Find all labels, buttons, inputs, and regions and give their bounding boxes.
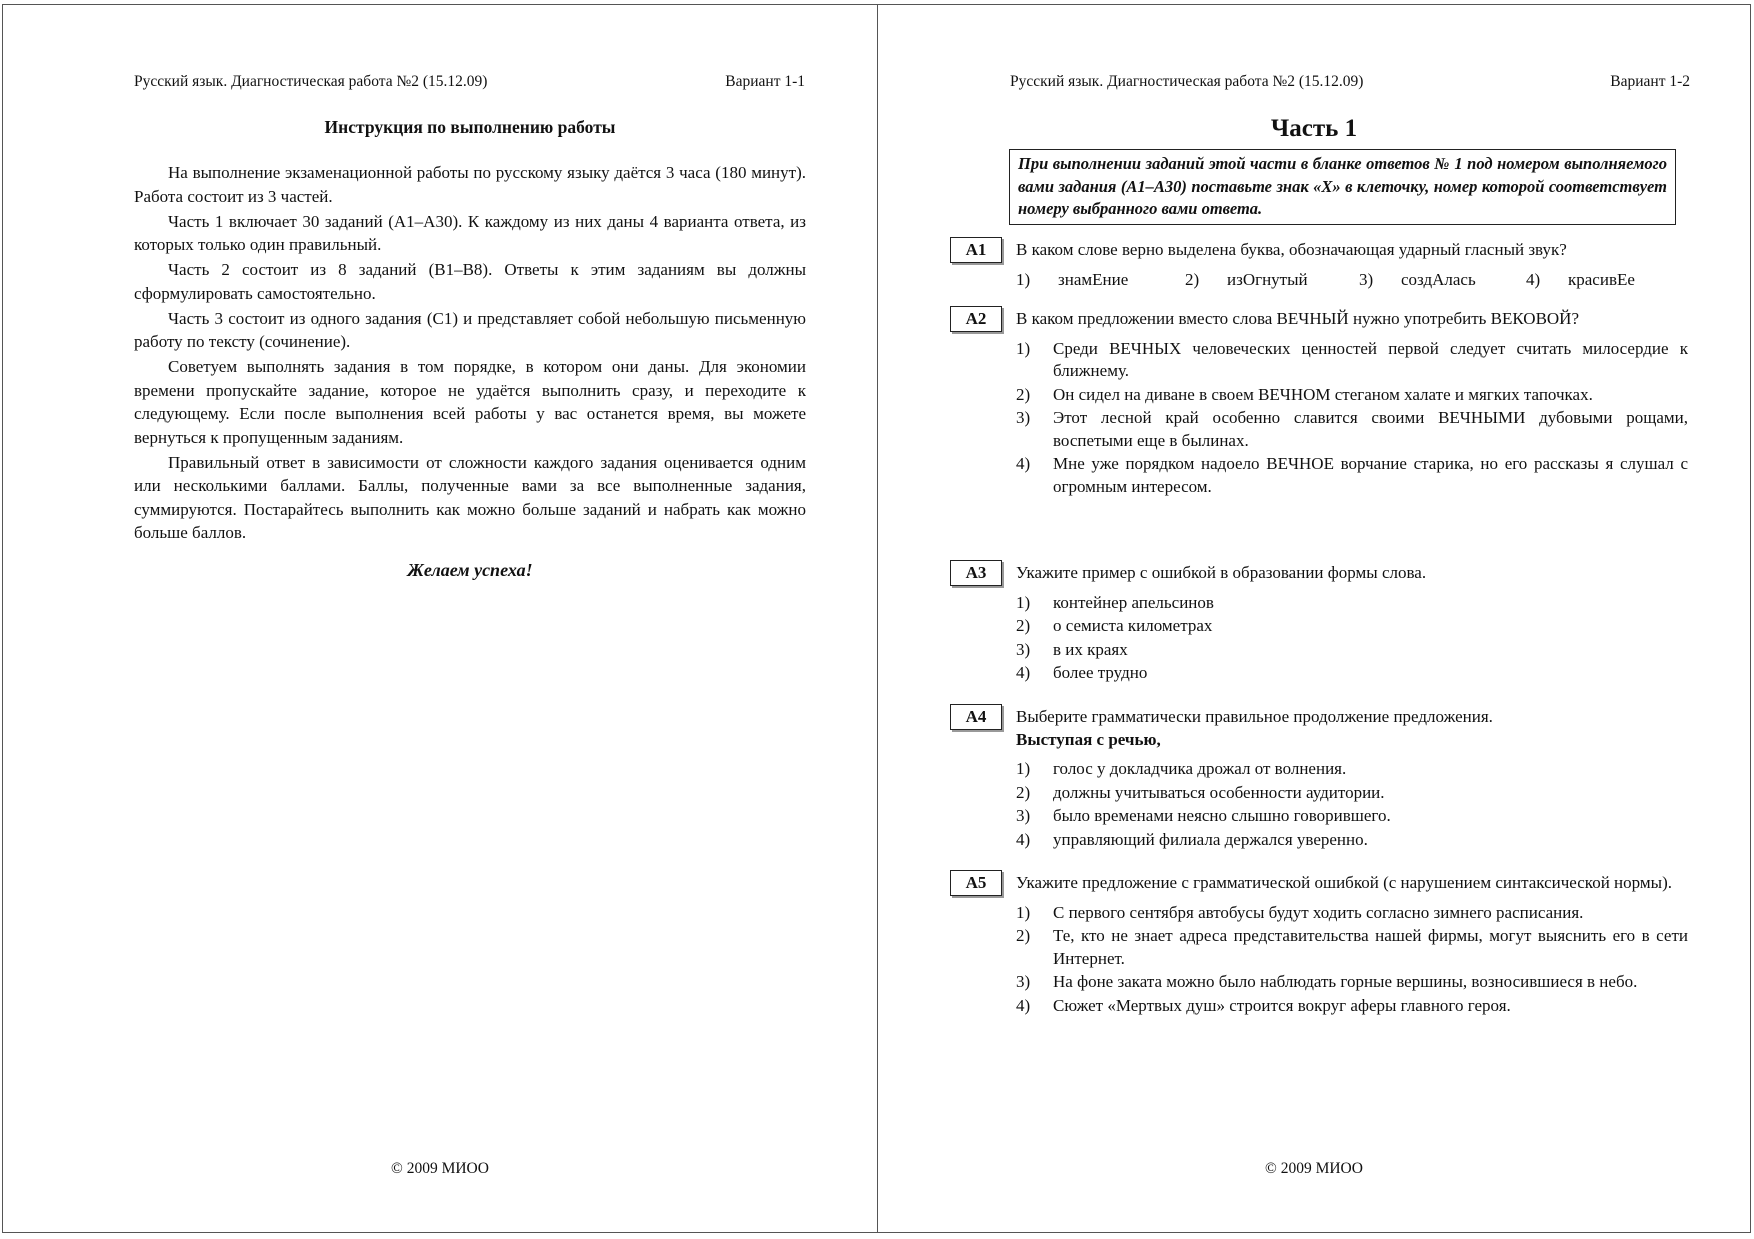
option-text: знамЕние: [1058, 269, 1129, 289]
answer-option: [1016, 662, 1688, 685]
task-a5: [950, 870, 1688, 1018]
option-text: На фоне заката можно было наблюдать горные вершины, возносившиеся в небо.: [1053, 972, 1638, 991]
task-label: A5: [950, 870, 1002, 896]
instruction-body: [134, 161, 806, 546]
option-text: должны учитываться особенности аудитории.: [1053, 782, 1385, 802]
answer-option: [1016, 592, 1688, 615]
task-a4: [950, 704, 1688, 852]
task-a3: [950, 560, 1688, 686]
part-instruction-box: При выполнении заданий этой части в бланке ответов № 1 под номером выполняемого вами задания (A1–A30) поставьте знак «X» в клеточку, номер которой соответствует номеру выбранного вами ответа.: [1009, 149, 1676, 225]
answer-option: [1185, 269, 1359, 292]
option-number: 2): [1016, 782, 1031, 802]
option-text: управляющий филиала держался уверенно.: [1053, 829, 1368, 849]
wish-text: Желаем успеха!: [407, 560, 533, 580]
header-variant: Вариант 1-2: [1610, 73, 1690, 90]
task-label: A3: [950, 560, 1002, 586]
answer-option: [1526, 269, 1635, 292]
option-text: о семиста километрах: [1053, 616, 1213, 635]
instruction-paragraph: Часть 3 состоит из одного задания (C1) и представляет собой небольшую письменную работу по тексту (сочинение).: [134, 308, 806, 351]
option-number: 1): [1016, 338, 1031, 358]
option-number: 4): [1526, 269, 1541, 289]
task-label: A4: [950, 704, 1002, 730]
part-title: Часть 1: [1270, 115, 1358, 142]
instruction-paragraph: Советуем выполнять задания в том порядке, в котором они даны. Для экономии времени пропускайте задание, которое не удаётся выполнить сразу, и переходите к следующему. Если после выполнения всей работы у вас останется время, вы можете вернуться к пропущенным заданиям.: [134, 357, 806, 447]
task-options: [1016, 758, 1688, 851]
task-a2: [950, 306, 1688, 499]
option-number: 3): [1016, 806, 1031, 825]
instruction-paragraph: Правильный ответ в зависимости от сложности каждого задания оценивается одним или несколькими баллами. Баллы, полученные вами за все выполненные задания, суммируются. Постарайтесь выполнить как можно больше заданий и набрать как можно больше баллов.: [134, 452, 806, 542]
option-text: контейнер апельсинов: [1053, 592, 1214, 612]
answer-option: [1016, 782, 1688, 805]
option-number: 4): [1016, 663, 1031, 682]
option-text: Этот лесной край особенно славится своими ВЕЧНЫМИ дубовыми рощами, воспетыми еще в былинах.: [1053, 408, 1688, 450]
option-text: более трудно: [1053, 663, 1148, 682]
option-number: 4): [1016, 829, 1031, 849]
option-text: в их краях: [1053, 639, 1128, 659]
task-options: [1016, 338, 1688, 499]
option-text: Среди ВЕЧНЫХ человеческих ценностей первой следует считать милосердие к ближнему.: [1053, 338, 1688, 380]
answer-option: [1016, 384, 1688, 407]
header-title: Русский язык. Диагностическая работа №2 (15.12.09): [1010, 73, 1364, 90]
option-number: 3): [1016, 408, 1031, 427]
option-number: 1): [1016, 592, 1031, 612]
answer-option: [1016, 269, 1185, 292]
page-right: [877, 4, 1751, 1233]
task-question-text: Выберите грамматически правильное продолжение предложения.: [1016, 707, 1493, 726]
answer-option: [1016, 615, 1688, 638]
task-question-bold: Выступая с речью,: [1016, 729, 1161, 749]
answer-option: [1016, 639, 1688, 662]
header-title: Русский язык. Диагностическая работа №2 (15.12.09): [134, 73, 488, 90]
answer-option: [1016, 338, 1688, 383]
header-variant: Вариант 1-1: [725, 73, 805, 90]
answer-option: [1016, 902, 1688, 925]
option-text: красивЕе: [1568, 269, 1635, 289]
footer-copyright: © 2009 МИОО: [1265, 1160, 1363, 1177]
answer-option: [1016, 453, 1688, 498]
answer-option: [1016, 971, 1688, 994]
answer-option: [1016, 925, 1688, 970]
option-number: 4): [1016, 995, 1031, 1015]
footer-copyright: © 2009 МИОО: [391, 1160, 489, 1177]
option-number: 2): [1185, 269, 1200, 289]
task-question: В каком слове верно выделена буква, обозначающая ударный гласный звук?: [1016, 240, 1567, 259]
option-number: 3): [1359, 269, 1374, 289]
option-text: голос у докладчика дрожал от волнения.: [1053, 759, 1347, 778]
task-question: [1016, 704, 1688, 751]
instruction-paragraph: На выполнение экзаменационной работы по русскому языку даётся 3 часа (180 минут). Работа состоит из 3 частей.: [134, 163, 806, 206]
option-number: 3): [1016, 972, 1031, 991]
option-text: С первого сентября автобусы будут ходить согласно зимнего расписания.: [1053, 902, 1584, 922]
task-options: [1016, 902, 1688, 1018]
task-question: В каком предложении вместо слова ВЕЧНЫЙ нужно употребить ВЕКОВОЙ?: [1016, 309, 1580, 328]
task-question: Укажите пример с ошибкой в образовании формы слова.: [1016, 563, 1427, 582]
task-question: Укажите предложение с грамматической ошибкой (с нарушением синтаксической нормы).: [1016, 873, 1672, 892]
answer-option: [1016, 805, 1688, 828]
option-number: 3): [1016, 639, 1031, 659]
option-number: 4): [1016, 454, 1031, 473]
answer-option: [1016, 829, 1688, 852]
task-label: A1: [950, 237, 1002, 263]
option-number: 1): [1016, 269, 1031, 289]
option-number: 2): [1016, 616, 1031, 635]
answer-option: [1016, 407, 1688, 452]
task-a1: [950, 237, 1688, 291]
answer-option: [1016, 995, 1688, 1018]
task-options: [1016, 269, 1688, 292]
answer-option: [1359, 269, 1526, 292]
option-text: Сюжет «Мертвых душ» строится вокруг аферы главного героя.: [1053, 995, 1511, 1015]
option-number: 1): [1016, 759, 1031, 778]
option-text: Мне уже порядком надоело ВЕЧНОЕ ворчание старика, но его рассказы я слушал с огромным интересом.: [1053, 454, 1688, 496]
option-text: Он сидел на диване в своем ВЕЧНОМ стеганом халате и мягких тапочках.: [1053, 384, 1593, 404]
option-text: изОгнутый: [1227, 269, 1308, 289]
instruction-paragraph: Часть 2 состоит из 8 заданий (B1–B8). Ответы к этим заданиям вы должны сформулировать самостоятельно.: [134, 260, 806, 303]
option-number: 1): [1016, 902, 1031, 922]
task-options: [1016, 592, 1688, 685]
answer-option: [1016, 758, 1688, 781]
instruction-paragraph: Часть 1 включает 30 заданий (A1–A30). К каждому из них даны 4 варианта ответа, из которых только один правильный.: [134, 211, 806, 254]
option-text: создАлась: [1401, 269, 1476, 289]
option-number: 2): [1016, 926, 1031, 945]
task-label: A2: [950, 306, 1002, 332]
option-text: Те, кто не знает адреса представительства нашей фирмы, могут выяснить его в сети Интернет.: [1053, 926, 1688, 968]
instruction-title: Инструкция по выполнению работы: [324, 117, 616, 137]
option-text: было временами неясно слышно говорившего.: [1053, 806, 1391, 825]
option-number: 2): [1016, 384, 1031, 404]
page-left: [2, 4, 878, 1233]
